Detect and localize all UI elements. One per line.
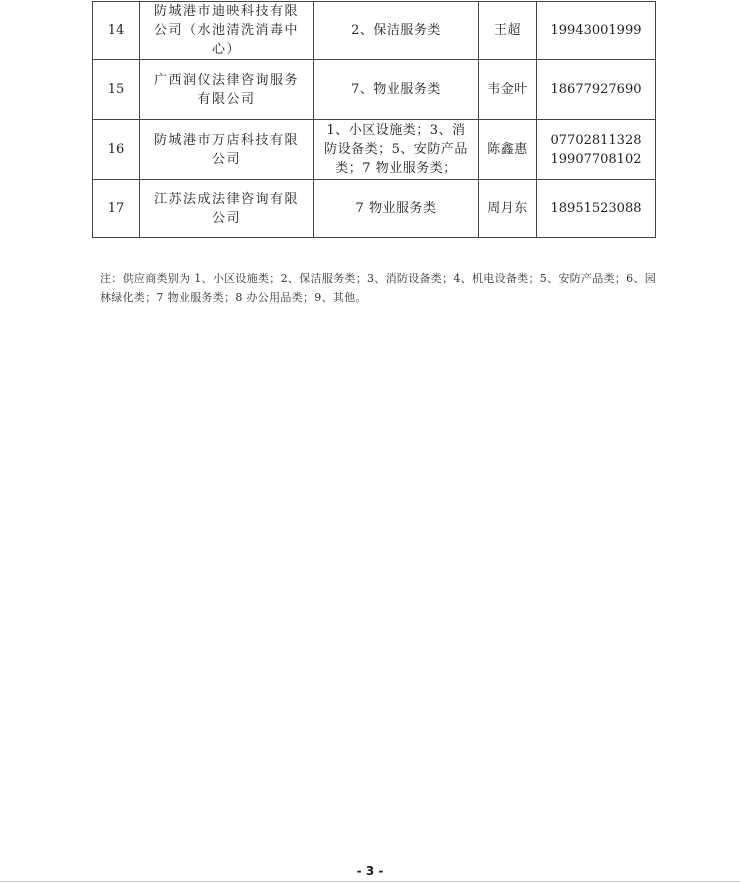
contact-phone bbox=[537, 120, 656, 180]
table-row bbox=[93, 2, 656, 60]
supplier-name: 江苏法成法律咨询有限公司 bbox=[140, 180, 314, 238]
table-row bbox=[93, 60, 656, 120]
row-number: 14 bbox=[93, 2, 140, 60]
phone-number: 18951523088 bbox=[550, 201, 642, 216]
phone-number: 19943001999 bbox=[550, 23, 642, 38]
row-number: 17 bbox=[93, 180, 140, 238]
category-note: 注：供应商类别为 1、小区设施类；2、保洁服务类；3、消防设备类；4、机电设备类；5、安防产品类；6、园林绿化类；7 物业服务类；8 办公用品类；9、其他。 bbox=[100, 272, 657, 304]
supplier-category: 7、物业服务类 bbox=[314, 60, 479, 120]
row-number: 16 bbox=[93, 120, 140, 180]
contact-phone bbox=[537, 180, 656, 238]
supplier-category: 7 物业服务类 bbox=[314, 180, 479, 238]
contact-person: 韦金叶 bbox=[479, 60, 537, 120]
supplier-name: 广西润仪法律咨询服务有限公司 bbox=[140, 60, 314, 120]
supplier-category: 1、小区设施类；3、消防设备类；5、安防产品类；7 物业服务类； bbox=[314, 120, 479, 180]
contact-person: 陈鑫惠 bbox=[479, 120, 537, 180]
phone-number: 19907708102 bbox=[550, 151, 642, 167]
phone-number: 18677927690 bbox=[550, 82, 642, 97]
table-row bbox=[93, 180, 656, 238]
supplier-category: 2、保洁服务类 bbox=[314, 2, 479, 60]
supplier-table bbox=[92, 1, 656, 238]
contact-phone bbox=[537, 60, 656, 120]
page-number: - 3 - bbox=[356, 864, 384, 878]
page-bottom-divider bbox=[0, 881, 740, 882]
table-row bbox=[93, 120, 656, 180]
row-number: 15 bbox=[93, 60, 140, 120]
contact-person: 周月东 bbox=[479, 180, 537, 238]
phone-number: 07702811328 bbox=[550, 132, 642, 148]
supplier-name: 防城港市迪映科技有限公司（水池清洗消毒中心） bbox=[140, 2, 314, 60]
contact-phone bbox=[537, 2, 656, 60]
supplier-name: 防城港市万店科技有限公司 bbox=[140, 120, 314, 180]
contact-person: 王超 bbox=[479, 2, 537, 60]
